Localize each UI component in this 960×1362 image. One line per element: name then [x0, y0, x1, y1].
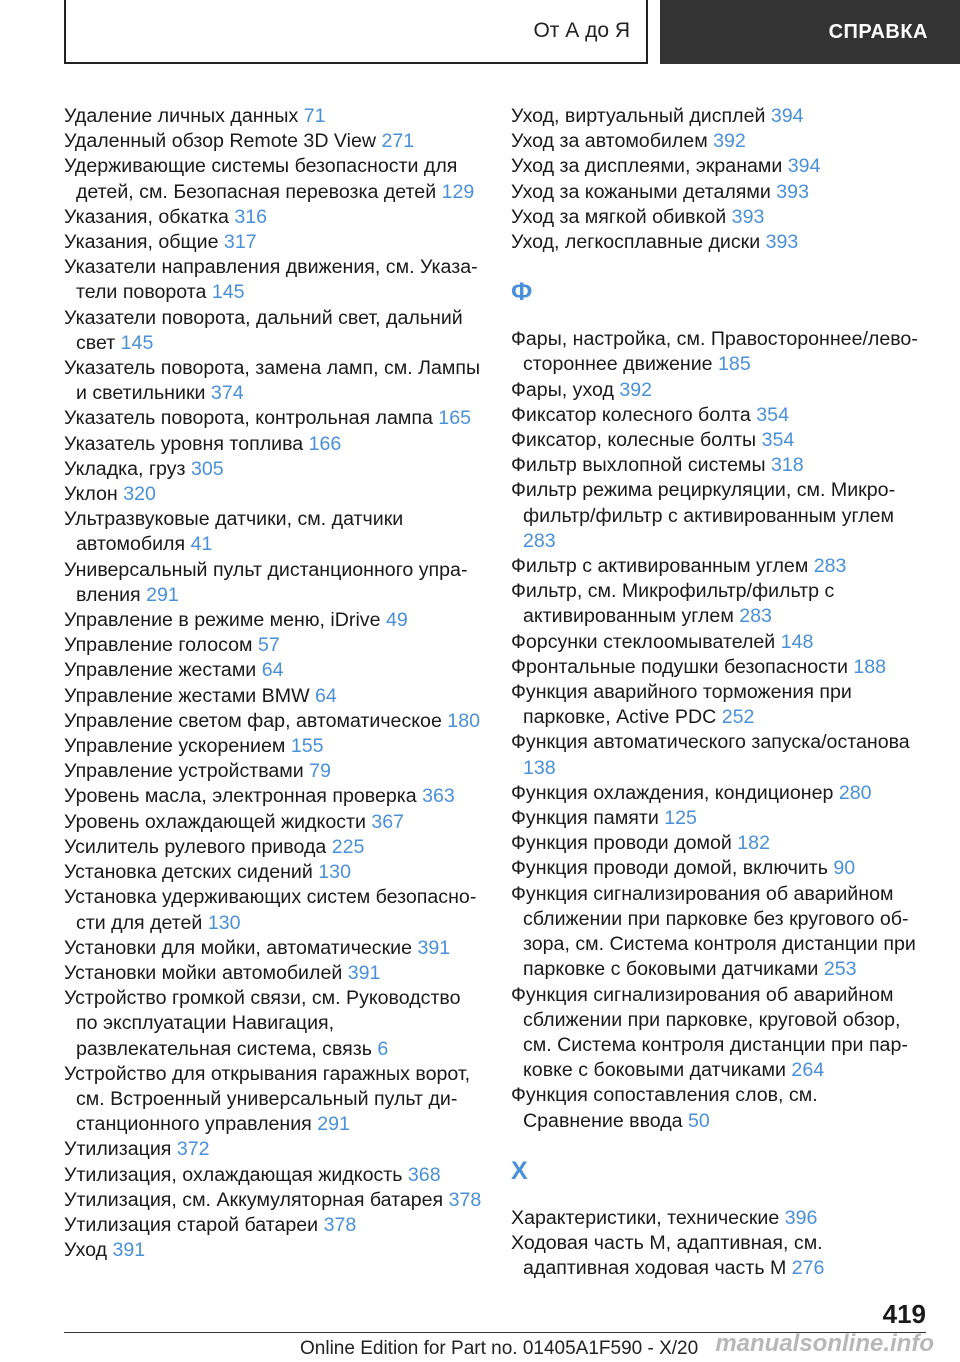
index-entry-text: Ультразвуковые датчики, см. датчики автомобиля [64, 508, 404, 556]
index-entry-text: Фары, настройка, см. Правостороннее/левостороннее движение [511, 328, 918, 376]
index-entry [511, 554, 921, 579]
index-entry [511, 1083, 921, 1133]
index-entry [64, 658, 482, 683]
index-entry-text: Удерживающие системы безопасности для детей, см. Безопасная перевозка детей [64, 155, 458, 203]
index-entry-page-link[interactable]: 378 [448, 1188, 482, 1211]
index-entry-text: Функция автоматического запуска/останова [511, 731, 910, 754]
index-entry-text: Фиксатор, колесные болты [511, 429, 762, 452]
index-entry [511, 630, 921, 655]
index-entry-text: Управление устройствами [64, 760, 310, 783]
index-entry [64, 835, 482, 860]
index-entry-text: Укладка, груз [64, 457, 191, 480]
index-entry-page-link[interactable]: 283 [523, 529, 556, 552]
index-entry-page-link[interactable]: 271 [381, 130, 415, 153]
index-entry-text: Указатели поворота, дальний свет, дальний свет [64, 306, 463, 354]
index-entry [64, 154, 482, 204]
index-entry [511, 327, 921, 377]
index-entry [64, 205, 482, 230]
index-entry-text: Уход, легкосплавные диски [511, 231, 766, 254]
index-entry-page-link[interactable]: 316 [234, 205, 268, 228]
index-entry-page-link[interactable]: 378 [323, 1213, 357, 1236]
index-entry [64, 986, 482, 1062]
index-entry [511, 180, 921, 205]
index-entry-page-link[interactable]: 374 [210, 382, 244, 405]
index-entry-page-link[interactable]: 79 [309, 760, 331, 783]
index-entry-text: Управление ускорением [64, 735, 291, 758]
index-entry [64, 885, 482, 935]
index-entry [64, 129, 482, 154]
index-entry-page-link[interactable]: 354 [761, 429, 795, 452]
index-entry-page-link[interactable]: 391 [347, 961, 381, 984]
index-entry-page-link[interactable]: 50 [688, 1109, 710, 1132]
index-entry-text: Управление голосом [64, 634, 258, 657]
index-entry-page-link[interactable]: 253 [823, 958, 857, 981]
header-tab[interactable] [660, 0, 960, 64]
index-entry-text: Функция проводи домой [511, 832, 738, 855]
index-entry-page-link[interactable]: 49 [385, 609, 408, 632]
index-entry [511, 655, 921, 680]
index-entry-page-link[interactable]: 6 [377, 1037, 389, 1060]
index-entry [511, 1206, 921, 1231]
index-entry-page-link[interactable]: 57 [257, 634, 280, 657]
index-entry-page-link[interactable]: 252 [721, 706, 755, 729]
index-entry-page-link[interactable]: 367 [371, 810, 405, 833]
index-entry-page-link[interactable]: 372 [176, 1138, 210, 1161]
index-entry-page-link[interactable]: 283 [739, 605, 772, 628]
index-entry-text: Ходовая часть M, адаптивная, см. адаптивная ходовая часть M [511, 1231, 823, 1280]
header-section-label: От А до Я [533, 19, 630, 42]
index-entry-page-link[interactable]: 318 [771, 454, 804, 477]
index-entry [511, 104, 921, 129]
index-entry-page-link[interactable]: 130 [318, 861, 351, 884]
index-entry [64, 860, 482, 885]
index-entry-text: Фары, уход [511, 378, 620, 401]
index-entry-page-link[interactable]: 291 [317, 1113, 350, 1136]
index-entry-text: Управление жестами BMW [64, 684, 316, 707]
index-entry [511, 154, 921, 179]
index-entry-page-link[interactable]: 394 [770, 105, 804, 127]
index-entry-page-link[interactable]: 188 [853, 655, 887, 678]
index-entry [511, 478, 921, 554]
index-entry [511, 882, 921, 983]
index-entry [64, 432, 482, 457]
index-entry-page-link[interactable]: 180 [447, 709, 480, 732]
index-entry [64, 1163, 482, 1188]
index-entry [511, 680, 921, 730]
index-entry-text: Уровень охлаждающей жидкости [64, 810, 372, 833]
index-entry [64, 734, 482, 759]
index-entry-text: Уход за мягкой обивкой [511, 205, 732, 228]
index-entry-page-link[interactable]: 264 [791, 1059, 825, 1082]
header-section [64, 0, 648, 64]
index-entry-text: Утилизация, см. Аккумуляторная батарея [64, 1188, 449, 1211]
index-entry [511, 129, 921, 154]
index-entry [64, 1188, 482, 1213]
index-entry-page-link[interactable]: 283 [813, 555, 847, 578]
index-entry [64, 558, 482, 608]
index-entry-text: Функция аварийного торможения при парковке, Active PDC [511, 681, 852, 729]
index-entry-text: Уклон [64, 483, 124, 506]
index-entry [511, 205, 921, 230]
index-entry-page-link[interactable]: 225 [331, 835, 365, 858]
index-entry-page-link[interactable]: 182 [737, 832, 770, 855]
index-entry-page-link[interactable]: 185 [718, 353, 751, 376]
index-entry-page-link[interactable]: 155 [290, 735, 324, 758]
index-entry-page-link[interactable]: 391 [417, 936, 451, 959]
index-entry-page-link[interactable]: 276 [791, 1257, 825, 1280]
index-entry [64, 482, 482, 507]
index-entry-text: Удаление личных данных [64, 105, 304, 127]
index-entry-page-link[interactable]: 129 [441, 180, 475, 203]
index-entry [511, 806, 921, 831]
index-group-h [511, 1206, 921, 1282]
index-entry-page-link[interactable]: 166 [308, 432, 342, 455]
index-entry-page-link[interactable]: 305 [190, 457, 224, 480]
index-entry-text: Уход за дисплеями, экранами [511, 155, 788, 178]
index-entry-text: Управление жестами [64, 659, 262, 682]
index-entry-text: Управление светом фар, автоматическое [64, 709, 448, 732]
index-entry-page-link[interactable]: 41 [190, 533, 213, 556]
index-entry-text: Функция сигнализирования об аварийном сближении при парковке без кругового обзора, см. Система контроля дистанции при парковке с боковыми датчиками [511, 882, 916, 981]
index-entry-page-link[interactable]: 317 [223, 231, 257, 254]
index-entry-page-link[interactable]: 363 [422, 785, 455, 808]
index-entry [64, 961, 482, 986]
index-entry [64, 306, 482, 356]
index-entry [64, 356, 482, 406]
index-entry-text: Фиксатор колесного болта [511, 403, 757, 426]
index-entry [511, 579, 921, 629]
index-entry-page-link[interactable]: 280 [838, 781, 872, 804]
index-entry-text: Функция охлаждения, кондиционер [511, 781, 839, 804]
index-entry-text: Функция проводи домой, включить [511, 857, 834, 880]
index-entry [64, 709, 482, 734]
index-entry-page-link[interactable]: 145 [120, 331, 154, 354]
index-entry-page-link[interactable]: 392 [619, 378, 653, 401]
index-entry-text: Уход за автомобилем [511, 130, 714, 153]
index-entry [64, 810, 482, 835]
page-number: 419 [882, 1299, 926, 1329]
index-entry [64, 507, 482, 557]
index-entry [64, 784, 482, 809]
index-entry [511, 1231, 921, 1281]
index-entry [511, 378, 921, 403]
index-entry-page-link[interactable]: 396 [784, 1206, 818, 1229]
index-entry [511, 403, 921, 428]
index-entry [511, 831, 921, 856]
index-entry [64, 230, 482, 255]
index-group-f [511, 327, 921, 1134]
index-entry [64, 608, 482, 633]
index-entry-text: Управление в режиме меню, iDrive [64, 609, 386, 632]
index-entry-page-link[interactable]: 130 [207, 911, 241, 934]
index-column-right [511, 104, 921, 1281]
index-entry-text: Утилизация, охлаждающая жидкость [64, 1163, 408, 1186]
index-entry-page-link[interactable]: 368 [407, 1163, 441, 1186]
index-entry-text: Указания, обкатка [64, 205, 235, 228]
index-entry-text: Утилизация старой батареи [64, 1213, 324, 1236]
index-entry-text: Установки для мойки, автоматические [64, 936, 418, 959]
index-entry-text: Фильтр с активированным углем [511, 555, 814, 578]
index-entry-page-link[interactable]: 393 [765, 231, 799, 254]
index-entry-text: Указатели направления движения, см. Указатели поворота [64, 256, 478, 304]
index-entry-text: Функция сопоставления слов, см. Сравнение ввода [511, 1084, 818, 1132]
index-entry [64, 759, 482, 784]
index-entry [64, 457, 482, 482]
index-entry-text: Уровень масла, электронная проверка [64, 785, 423, 808]
index-entry-page-link[interactable]: 71 [303, 105, 326, 127]
index-entry-text: Удаленный обзор Remote 3D View [64, 130, 382, 153]
index-entry-text: Функция сигнализирования об аварийном сближении при парковке, круговой обзор, см. Система контроля дистанции при парковке с боковыми датчиками [511, 983, 908, 1082]
index-entry [64, 1062, 482, 1138]
index-entry [64, 406, 482, 431]
index-entry [511, 453, 921, 478]
index-entry [511, 230, 921, 255]
index-entry-text: Указатель поворота, контрольная лампа [64, 407, 439, 430]
index-entry [64, 936, 482, 961]
index-entry-page-link[interactable]: 291 [146, 583, 179, 606]
index-entry [64, 255, 482, 305]
header-tab-label: СПРАВКА [828, 20, 928, 43]
index-column-left [64, 104, 482, 1263]
index-entry-text: Указатель поворота, замена ламп, см. Лампы и светильники [64, 357, 481, 405]
index-entry-page-link[interactable]: 138 [523, 756, 556, 779]
index-entry-page-link[interactable]: 393 [776, 180, 809, 203]
index-entry-text: Усилитель рулевого привода [64, 835, 332, 858]
index-entry [64, 633, 482, 658]
index-entry-page-link[interactable]: 90 [833, 857, 856, 880]
index-entry-text: Универсальный пульт дистанционного управления [64, 558, 468, 606]
index-entry-text: Уход за кожаными деталями [511, 180, 777, 203]
index-group-u [511, 104, 921, 255]
index-entry-page-link[interactable]: 64 [315, 684, 337, 707]
index-entry-text: Установка детских сидений [64, 861, 319, 884]
index-entry-text: Установка удерживающих систем безопасности для детей [64, 886, 477, 934]
index-entry-text: Установки мойки автомобилей [64, 961, 348, 984]
index-entry-page-link[interactable]: 393 [731, 205, 765, 228]
index-entry-text: Фильтр, см. Микрофильтр/фильтр с активированным углем [511, 580, 835, 628]
index-entry [511, 856, 921, 881]
index-entry [511, 428, 921, 453]
index-entry [64, 1238, 482, 1263]
index-entry-page-link[interactable]: 394 [787, 155, 821, 178]
index-entry-page-link[interactable]: 64 [261, 659, 284, 682]
index-entry-text: Функция памяти [511, 807, 665, 830]
index-entry-text: Фильтр выхлопной системы [511, 454, 772, 477]
index-entry [64, 104, 482, 129]
index-entry-text: Уход [64, 1239, 113, 1262]
index-entry-page-link[interactable]: 148 [780, 630, 814, 653]
index-entry [64, 1137, 482, 1162]
index-entry [64, 1213, 482, 1238]
index-entry-text: Уход, виртуальный дисплей [511, 105, 771, 127]
index-entry-text: Фильтр режима рециркуляции, см. Микрофильтр/фильтр с активированным углем [511, 479, 896, 527]
index-entry [511, 781, 921, 806]
index-entry-text: Указания, общие [64, 231, 224, 254]
footer-edition: Online Edition for Part no. 01405A1F590 - X/20 [300, 1338, 699, 1359]
index-entry-page-link[interactable]: 165 [438, 407, 471, 430]
index-entry [511, 730, 921, 780]
index-entry-text: Устройство для открывания гаражных ворот, см. Встроенный универсальный пульт дистанционного управления [64, 1062, 471, 1136]
index-entry-text: Указатель уровня топлива [64, 432, 309, 455]
index-entry-text: Характеристики, технические [511, 1206, 785, 1229]
index-letter-f: Ф [511, 278, 533, 307]
index-entry-page-link[interactable]: 392 [713, 130, 746, 153]
index-entry-text: Фронтальные подушки безопасности [511, 655, 854, 678]
index-entry-page-link[interactable]: 391 [112, 1239, 146, 1262]
index-entry-page-link[interactable]: 354 [756, 403, 789, 426]
index-entry-text: Утилизация [64, 1138, 177, 1161]
index-entry-page-link[interactable]: 145 [211, 281, 245, 304]
watermark: manualsonline.info [715, 1330, 934, 1357]
index-entry-text: Устройство громкой связи, см. Руководство по эксплуатации Навигация, развлекательная система, связь [64, 987, 461, 1060]
index-letter-h: Х [511, 1156, 528, 1185]
index-entry [511, 983, 921, 1084]
index-entry [64, 684, 482, 709]
index-entry-page-link[interactable]: 320 [123, 483, 156, 506]
index-entry-page-link[interactable]: 125 [664, 807, 697, 830]
index-entry-text: Форсунки стеклоомывателей [511, 630, 781, 653]
